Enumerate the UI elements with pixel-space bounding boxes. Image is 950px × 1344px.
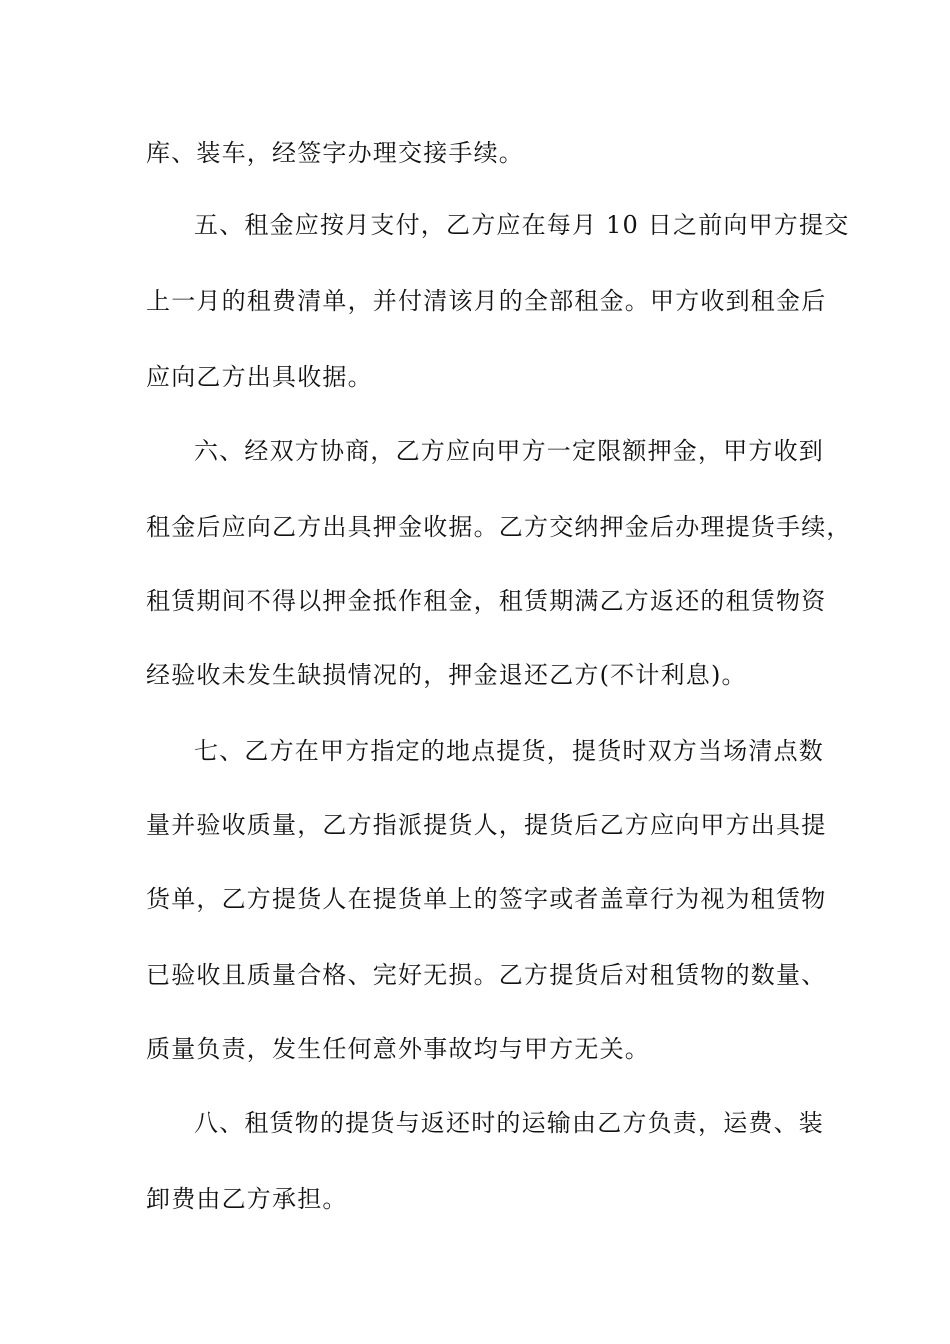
text-line: 应向乙方出具收据。 [146,363,373,391]
text-line: 库、装车，经签字办理交接手续。 [146,139,524,167]
text-line: 上一月的租费清单，并付清该月的全部租金。甲方收到租金后 [146,287,827,315]
text-line: 卸费由乙方承担。 [146,1185,348,1213]
clause-5-heading-line: 五、租金应按月支付，乙方应在每月 10 日之前向甲方提交 [194,211,850,239]
clause-8-heading-line: 八、租赁物的提货与返还时的运输由乙方负责，运费、装 [194,1109,824,1137]
text-line: 租赁期间不得以押金抵作租金，租赁期满乙方返还的租赁物资 [146,587,827,615]
text-line: 量并验收质量，乙方指派提货人，提货后乙方应向甲方出具提 [146,811,827,839]
text-line: 租金后应向乙方出具押金收据。乙方交纳押金后办理提货手续， [146,513,852,541]
text-line: 货单，乙方提货人在提货单上的签字或者盖章行为视为租赁物 [146,885,827,913]
clause-7-heading-line: 七、乙方在甲方指定的地点提货，提货时双方当场清点数 [194,737,824,765]
text-line: 已验收且质量合格、完好无损。乙方提货后对租赁物的数量、 [146,961,827,989]
text-line: 质量负责，发生任何意外事故均与甲方无关。 [146,1035,650,1063]
text-line: 经验收未发生缺损情况的，押金退还乙方(不计利息)。 [146,661,747,689]
clause-6-heading-line: 六、经双方协商，乙方应向甲方一定限额押金，甲方收到 [194,437,824,465]
